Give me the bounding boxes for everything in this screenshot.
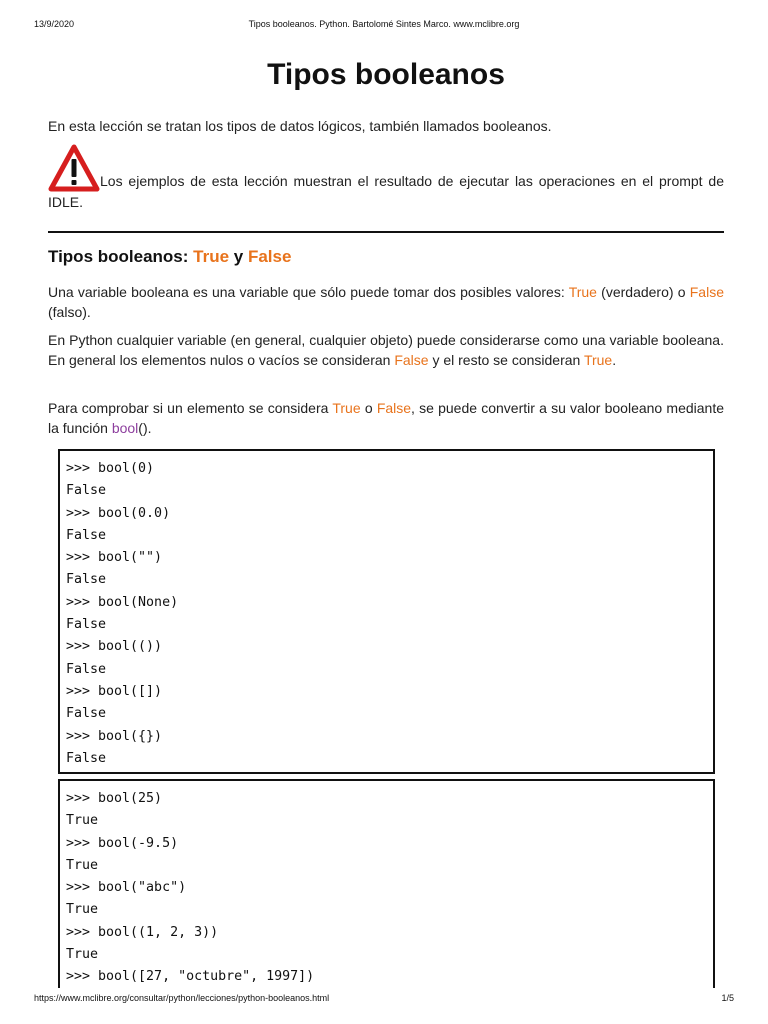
true-keyword: True xyxy=(583,351,613,368)
code-line: >>> bool({}) xyxy=(66,728,163,744)
page-number: 1/5 xyxy=(721,993,734,1003)
bool-function-name: bool xyxy=(111,419,139,436)
text: Una variable booleana es una variable que sólo puede tomar dos posibles valores: xyxy=(48,284,569,300)
code-line: >>> bool(()) xyxy=(66,639,163,655)
section-divider xyxy=(48,231,724,233)
true-keyword: True xyxy=(568,284,597,300)
code-line: >>> bool(None) xyxy=(66,594,179,610)
code-line: True xyxy=(66,813,99,829)
text: (verdadero) o xyxy=(596,284,690,300)
text: . xyxy=(612,351,617,368)
code-line: >>> bool([27, "octubre", 1997]) xyxy=(66,969,315,985)
code-line: >>> bool(0) xyxy=(66,461,155,476)
code-line: False xyxy=(66,572,107,588)
code-line: False xyxy=(66,483,107,499)
code-line: False xyxy=(66,706,107,722)
false-keyword: False xyxy=(376,400,412,416)
code-line: False xyxy=(66,527,107,543)
paragraph-boolean-definition xyxy=(48,283,724,322)
print-date: 13/9/2020 xyxy=(34,19,75,29)
print-header xyxy=(34,19,734,33)
code-line: >>> bool(0.0) xyxy=(66,505,171,521)
text: En Python cualquier variable (en general, cualquier objeto) puede considerarse como una variable booleana. En general los elementos nulos o vacíos se consideran xyxy=(48,332,724,368)
warning-text: Los ejemplos de esta lección muestran el resultado de ejecutar las operaciones en el prompt de IDLE. xyxy=(48,173,724,210)
text: Para comprobar si un elemento se considera xyxy=(48,400,333,416)
false-keyword: False xyxy=(689,284,724,300)
code-line: >>> bool("abc") xyxy=(66,880,187,896)
warning-note xyxy=(48,144,724,213)
code-line: False xyxy=(66,661,107,677)
print-footer xyxy=(34,993,734,1007)
code-line: >>> bool([]) xyxy=(66,683,163,699)
text: y el resto se consideran xyxy=(428,351,584,368)
section-title xyxy=(48,247,724,267)
true-keyword: True xyxy=(332,400,361,416)
code-line: >>> bool(-9.5) xyxy=(66,835,179,851)
code-line: >>> bool("") xyxy=(66,550,163,566)
intro-paragraph: En esta lección se tratan los tipos de datos lógicos, también llamados booleanos. xyxy=(48,118,552,134)
section-title-conj: y xyxy=(229,247,248,266)
text: o xyxy=(360,400,377,416)
page-title: Tipos booleanos xyxy=(267,58,505,91)
text: (falso). xyxy=(48,303,91,320)
code-line: False xyxy=(66,750,107,766)
code-block-false-examples xyxy=(58,449,715,774)
false-keyword: False xyxy=(394,351,429,368)
code-line: True xyxy=(66,947,99,963)
warning-triangle-icon xyxy=(48,144,100,192)
paragraph-bool-function xyxy=(48,399,724,438)
code-line: >>> bool(25) xyxy=(66,791,163,806)
code-line: True xyxy=(66,857,99,873)
code-line: True xyxy=(66,902,99,918)
text: (). xyxy=(138,419,152,436)
false-keyword: False xyxy=(247,247,292,266)
print-url: https://www.mclibre.org/consultar/python/lecciones/python-booleanos.html xyxy=(34,993,330,1003)
code-block-true-examples xyxy=(58,779,715,988)
text: , se puede convertir a su valor booleano mediante la función xyxy=(48,400,724,436)
print-doc-title: Tipos booleanos. Python. Bartolomé Sintes Marco. www.mclibre.org xyxy=(248,19,520,29)
code-line: >>> bool((1, 2, 3)) xyxy=(66,924,219,940)
true-keyword: True xyxy=(193,247,230,266)
section-title-prefix: Tipos booleanos: xyxy=(48,247,194,266)
paragraph-python-truthiness xyxy=(48,331,724,370)
code-line: False xyxy=(66,617,107,633)
